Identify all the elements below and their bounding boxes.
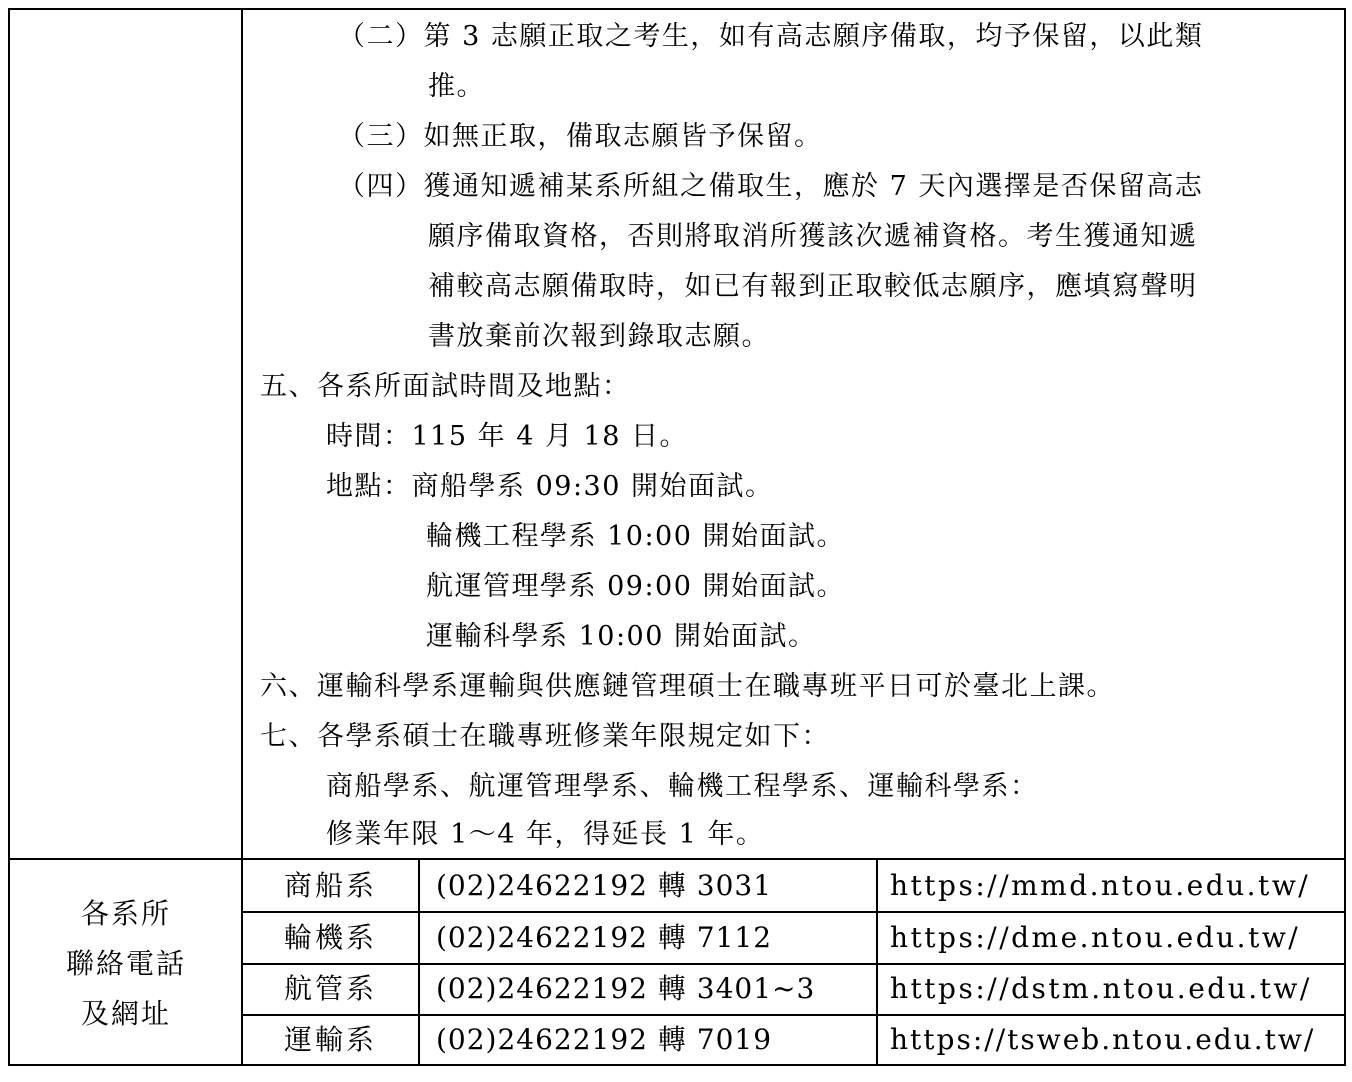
contact-col-divider-2	[876, 858, 878, 1066]
dept-name: 運輸系	[284, 1023, 378, 1056]
section-divider	[8, 858, 1346, 860]
body-line: （三）如無正取，備取志願皆予保留。	[338, 121, 823, 152]
contact-row-divider-2	[241, 963, 1346, 965]
dept-name: 商船系	[284, 869, 378, 902]
contact-label-line: 聯絡電話	[65, 947, 186, 980]
body-line: 書放棄前次報到錄取志願。	[428, 321, 770, 352]
body-line: 時間：115 年 4 月 18 日。	[326, 421, 688, 452]
dept-name: 輪機系	[284, 921, 378, 954]
body-line: （二）第 3 志願正取之考生，如有高志願序備取，均予保留，以此類	[338, 21, 1204, 52]
section-heading: 七、各學系碩士在職專班修業年限規定如下：	[260, 721, 830, 752]
body-line: 推。	[428, 71, 485, 102]
body-line: 願序備取資格，否則將取消所獲該次遞補資格。考生獲通知遞	[428, 221, 1198, 252]
dept-url[interactable]: https://dme.ntou.edu.tw/	[890, 921, 1301, 954]
dept-url[interactable]: https://tsweb.ntou.edu.tw/	[890, 1023, 1316, 1056]
section-heading: 五、各系所面試時間及地點：	[260, 371, 631, 402]
contact-label	[10, 889, 242, 1039]
body-line: 商船學系、航運管理學系、輪機工程學系、運輸科學系：	[326, 771, 1039, 802]
dept-phone: (02)24622192 轉 3401~3	[436, 972, 816, 1005]
dept-phone: (02)24622192 轉 7019	[436, 1023, 773, 1056]
dept-url[interactable]: https://dstm.ntou.edu.tw/	[890, 972, 1312, 1005]
body-line: （四）獲通知遞補某系所組之備取生，應於 7 天內選擇是否保留高志	[338, 171, 1204, 202]
dept-phone: (02)24622192 轉 7112	[436, 921, 773, 954]
contact-row-divider-3	[241, 1014, 1346, 1016]
section-heading: 六、運輸科學系運輸與供應鏈管理碩士在職專班平日可於臺北上課。	[260, 671, 1115, 702]
body-line: 運輸科學系 10:00 開始面試。	[426, 621, 817, 652]
contact-row-divider-1	[241, 911, 1346, 913]
body-line: 補較高志願備取時，如已有報到正取較低志願序，應填寫聲明	[428, 271, 1198, 302]
contact-label-line: 及網址	[80, 997, 171, 1030]
contact-col-divider-1	[418, 858, 420, 1066]
dept-url[interactable]: https://mmd.ntou.edu.tw/	[890, 869, 1311, 902]
body-line: 輪機工程學系 10:00 開始面試。	[426, 521, 845, 552]
dept-phone: (02)24622192 轉 3031	[436, 869, 773, 902]
body-line: 航運管理學系 09:00 開始面試。	[426, 571, 845, 602]
dept-name: 航管系	[284, 972, 378, 1005]
body-line: 地點：商船學系 09:30 開始面試。	[326, 471, 774, 502]
contact-label-line: 各系所	[80, 897, 171, 930]
body-line: 修業年限 1～4 年，得延長 1 年。	[326, 819, 765, 850]
